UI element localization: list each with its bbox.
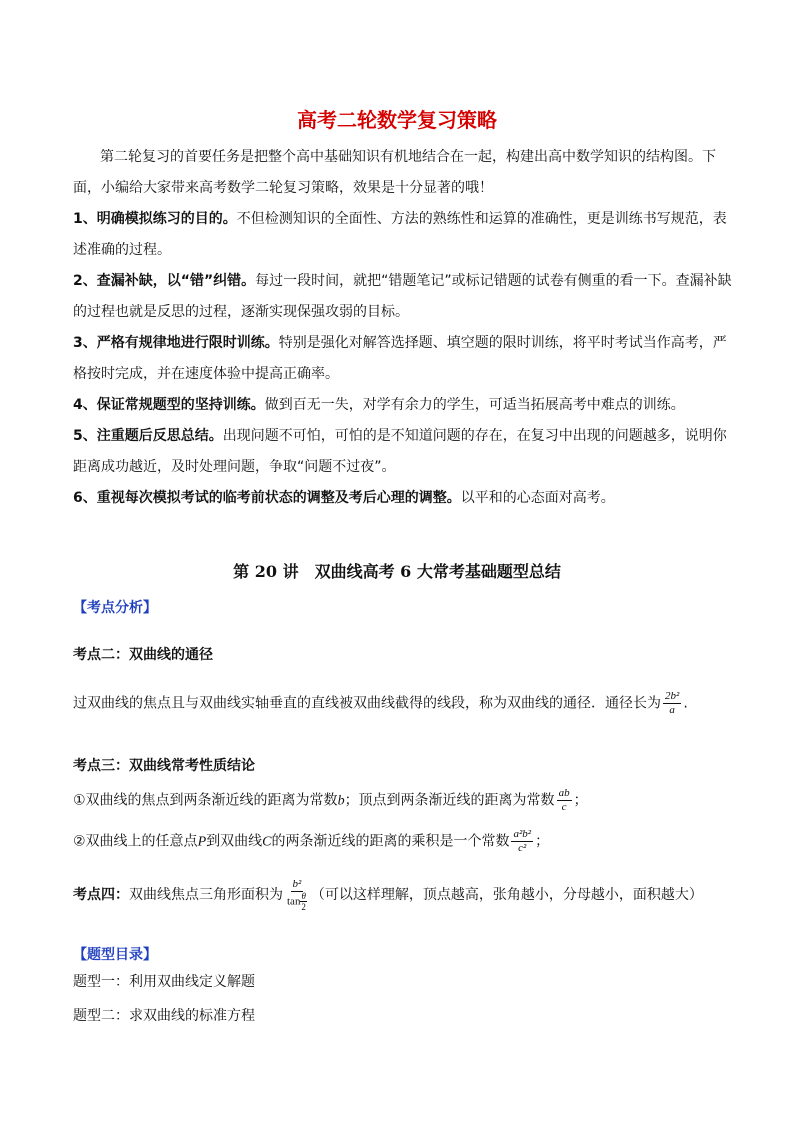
strategy-2-text: 每过一段时间，就把“错题笔记”或标记错题的试卷有侧重的看一下。查漏补缺 xyxy=(255,273,732,289)
distance-product-numerator: a²b² xyxy=(513,828,532,840)
tan-label: tan xyxy=(287,895,301,908)
strategy-6-text: 以平和的心态面对高考。 xyxy=(460,490,615,506)
strategy-6-head: 6、重视每次模拟考试的临考前状态的调整及考后心理的调整。 xyxy=(73,490,461,506)
intro-line-1: 第二轮复习的首要任务是把整个高中基础知识有机地结合在一起，构建出高中数学知识的结构图。下 xyxy=(100,149,716,165)
strategy-4-head: 4、保证常规题型的坚持训练。 xyxy=(73,397,265,413)
half-angle-numerator: θ xyxy=(301,891,306,901)
strategy-4-text: 做到百无一失，对学有余力的学生，可适当拓展高考中难点的训练。 xyxy=(264,397,685,413)
strategy-5-text: 出现问题不可怕，可怕的是不知道问题的存在，在复习中出现的问题越多，说明你 xyxy=(222,428,727,444)
focal-area-denominator xyxy=(285,892,309,912)
kp3-item2-end: ； xyxy=(535,833,550,850)
kp3-item2-text-a: ②双曲线上的任意点 xyxy=(73,833,198,850)
strategy-3-text: 特别是强化对解答选择题、填空题的限时训练，将平时考试当作高考，严 xyxy=(278,335,727,351)
kp3-item2-curve: C xyxy=(262,834,272,850)
kp4-text: 双曲线焦点三角形面积为 xyxy=(129,887,283,903)
half-angle-fraction xyxy=(300,892,306,912)
latus-rectum-denominator: a xyxy=(669,704,675,716)
intro-line-2: 面，小编给大家带来高考数学二轮复习策略，效果是十分显著的哦！ xyxy=(73,180,493,196)
strategy-5-cont: 距离成功越近，及时处理问题，争取“问题不过夜”。 xyxy=(73,459,396,475)
toc-item-1: 题型一：利用双曲线定义解题 xyxy=(73,974,255,990)
focal-triangle-area-fraction xyxy=(285,878,309,912)
kp3-item1-end: ； xyxy=(573,792,588,809)
strategy-3 xyxy=(73,328,727,359)
strategy-1-text: 不但检测知识的全面性、方法的熟练性和运算的准确性，更是训练书写规范，表 xyxy=(236,211,727,227)
kp3-item-1 xyxy=(73,787,588,814)
strategy-1-cont: 述准确的过程。 xyxy=(73,242,171,258)
latus-rectum-numerator: 2b² xyxy=(665,690,680,702)
kp3-item1-var: b xyxy=(337,793,345,809)
kp3-item1-text-b: ；顶点到两条渐近线的距离为常数 xyxy=(344,792,555,809)
kp4-line xyxy=(73,878,703,912)
kp4-heading: 考点四： xyxy=(73,887,129,903)
strategy-1 xyxy=(73,204,727,235)
kp3-item1-text-a: ①双曲线的焦点到两条渐近线的距离为常数 xyxy=(73,792,338,809)
section-analysis-heading: 【考点分析】 xyxy=(73,600,157,616)
strategy-5-head: 5、注重题后反思总结。 xyxy=(73,428,223,444)
kp3-item2-text-b: 到双曲线 xyxy=(206,833,263,850)
strategy-5 xyxy=(73,421,727,452)
strategy-4 xyxy=(73,390,685,421)
kp3-item2-point: P xyxy=(197,834,207,850)
kp2-heading: 考点二：双曲线的通径 xyxy=(73,647,213,663)
kp4-tail: （可以这样理解，顶点越高，张角越小，分母越小，面积越大） xyxy=(310,887,703,903)
strategy-2-head: 2、查漏补缺，以“错”纠错。 xyxy=(73,273,256,289)
document-title: 高考二轮数学复习策略 xyxy=(297,108,497,132)
kp3-heading: 考点三：双曲线常考性质结论 xyxy=(73,758,255,774)
latus-rectum-fraction xyxy=(663,690,681,717)
vertex-distance-numerator: ab xyxy=(558,787,570,799)
vertex-distance-denominator: c xyxy=(561,801,567,813)
lecture-title: 第 20 讲 双曲线高考 6 大常考基础题型总结 xyxy=(233,562,561,581)
kp3-item-2 xyxy=(73,828,549,855)
focal-area-numerator: b² xyxy=(292,878,302,890)
strategy-1-head: 1、明确模拟练习的目的。 xyxy=(73,211,237,227)
strategy-6 xyxy=(73,483,615,514)
kp3-item2-text-d: 的两条渐近线的距离的乘积是一个常数 xyxy=(271,833,510,850)
strategy-3-cont: 格按时完成，并在速度体验中提高正确率。 xyxy=(73,366,339,382)
strategy-2 xyxy=(73,266,732,297)
section-toc-heading: 【题型目录】 xyxy=(73,947,157,963)
kp2-description: 过双曲线的焦点且与双曲线实轴垂直的直线被双曲线截得的线段，称为双曲线的通径．通径长为 xyxy=(73,695,661,712)
strategy-2-cont: 的过程也就是反思的过程，逐渐实现保强攻弱的目标。 xyxy=(73,304,409,320)
distance-product-fraction xyxy=(511,828,533,855)
half-angle-denominator: 2 xyxy=(301,902,306,912)
kp2-text xyxy=(73,690,688,717)
strategy-3-head: 3、严格有规律地进行限时训练。 xyxy=(73,335,279,351)
distance-product-denominator: c² xyxy=(518,842,527,854)
vertex-distance-fraction xyxy=(557,787,572,814)
toc-item-2: 题型二：求双曲线的标准方程 xyxy=(73,1008,255,1024)
kp2-tail: . xyxy=(683,695,688,712)
